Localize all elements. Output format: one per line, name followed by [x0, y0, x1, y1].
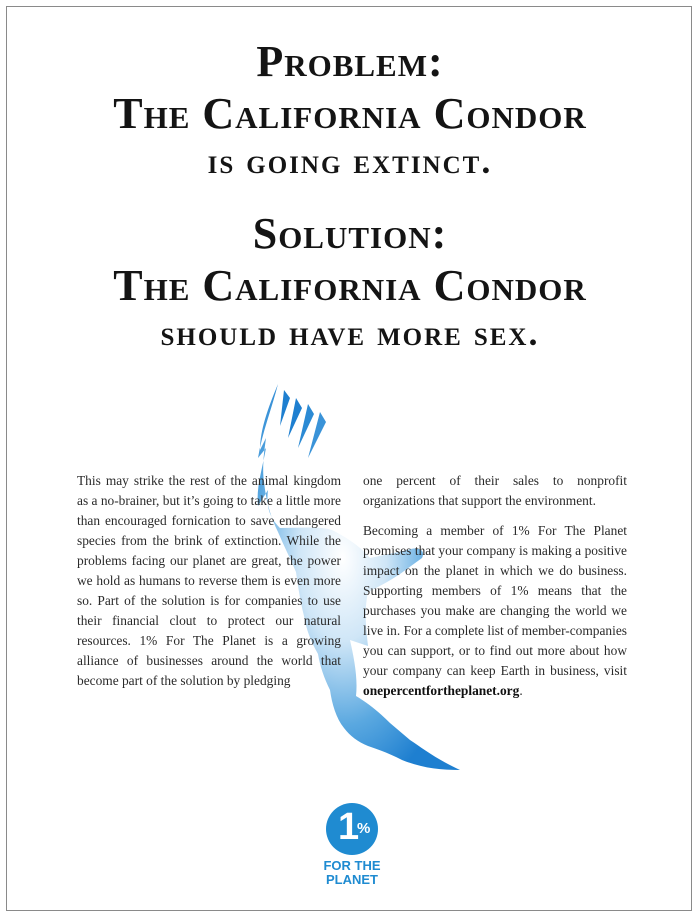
problem-line-2: is going extinct. — [207, 141, 493, 181]
body-left-column — [77, 471, 341, 691]
problem-line-1: The California Condor — [113, 89, 587, 138]
url-suffix: . — [519, 683, 523, 698]
solution-label: Solution: — [252, 209, 448, 258]
logo-line-1: FOR THE — [323, 858, 381, 873]
logo-percent: % — [357, 820, 371, 837]
body-right-paragraph-1: one percent of their sales to nonprofit organizations that support the environment. — [363, 473, 627, 508]
solution-line-1: The California Condor — [113, 261, 587, 310]
solution-line-2: should have more sex. — [160, 313, 540, 353]
body-left-text: This may strike the rest of the animal kingdom as a no-brainer, but it’s going to take a little more than encouraged fornication to save endangered species from the brink of extinction. While the problems facing our planet are great, the power we hold as humans to reverse them is even more so. Part of the solution is for companies to use their financial clout to protect our natural resources. 1% For The Planet is a growing alliance of businesses around the world that become part of the solution by pledging — [77, 473, 341, 688]
body-right-text: Becoming a member of 1% For The Planet promises that your company is making a positive impact on the planet in which we do business. Supporting members of 1% means that the purchases you make are changing the world we live in. For a complete list of member-companies you can support, or to find out more about how your company can keep Earth in business, visit — [363, 523, 627, 678]
one-percent-logo — [316, 803, 386, 893]
website-link[interactable]: onepercentfortheplanet.org — [363, 683, 520, 698]
logo-number: 1 — [338, 806, 360, 848]
body-right-paragraph-2 — [363, 521, 627, 701]
body-right-column — [363, 471, 627, 711]
problem-label: Problem: — [256, 37, 444, 86]
logo-line-2: PLANET — [326, 872, 378, 887]
logo-text — [316, 859, 388, 887]
